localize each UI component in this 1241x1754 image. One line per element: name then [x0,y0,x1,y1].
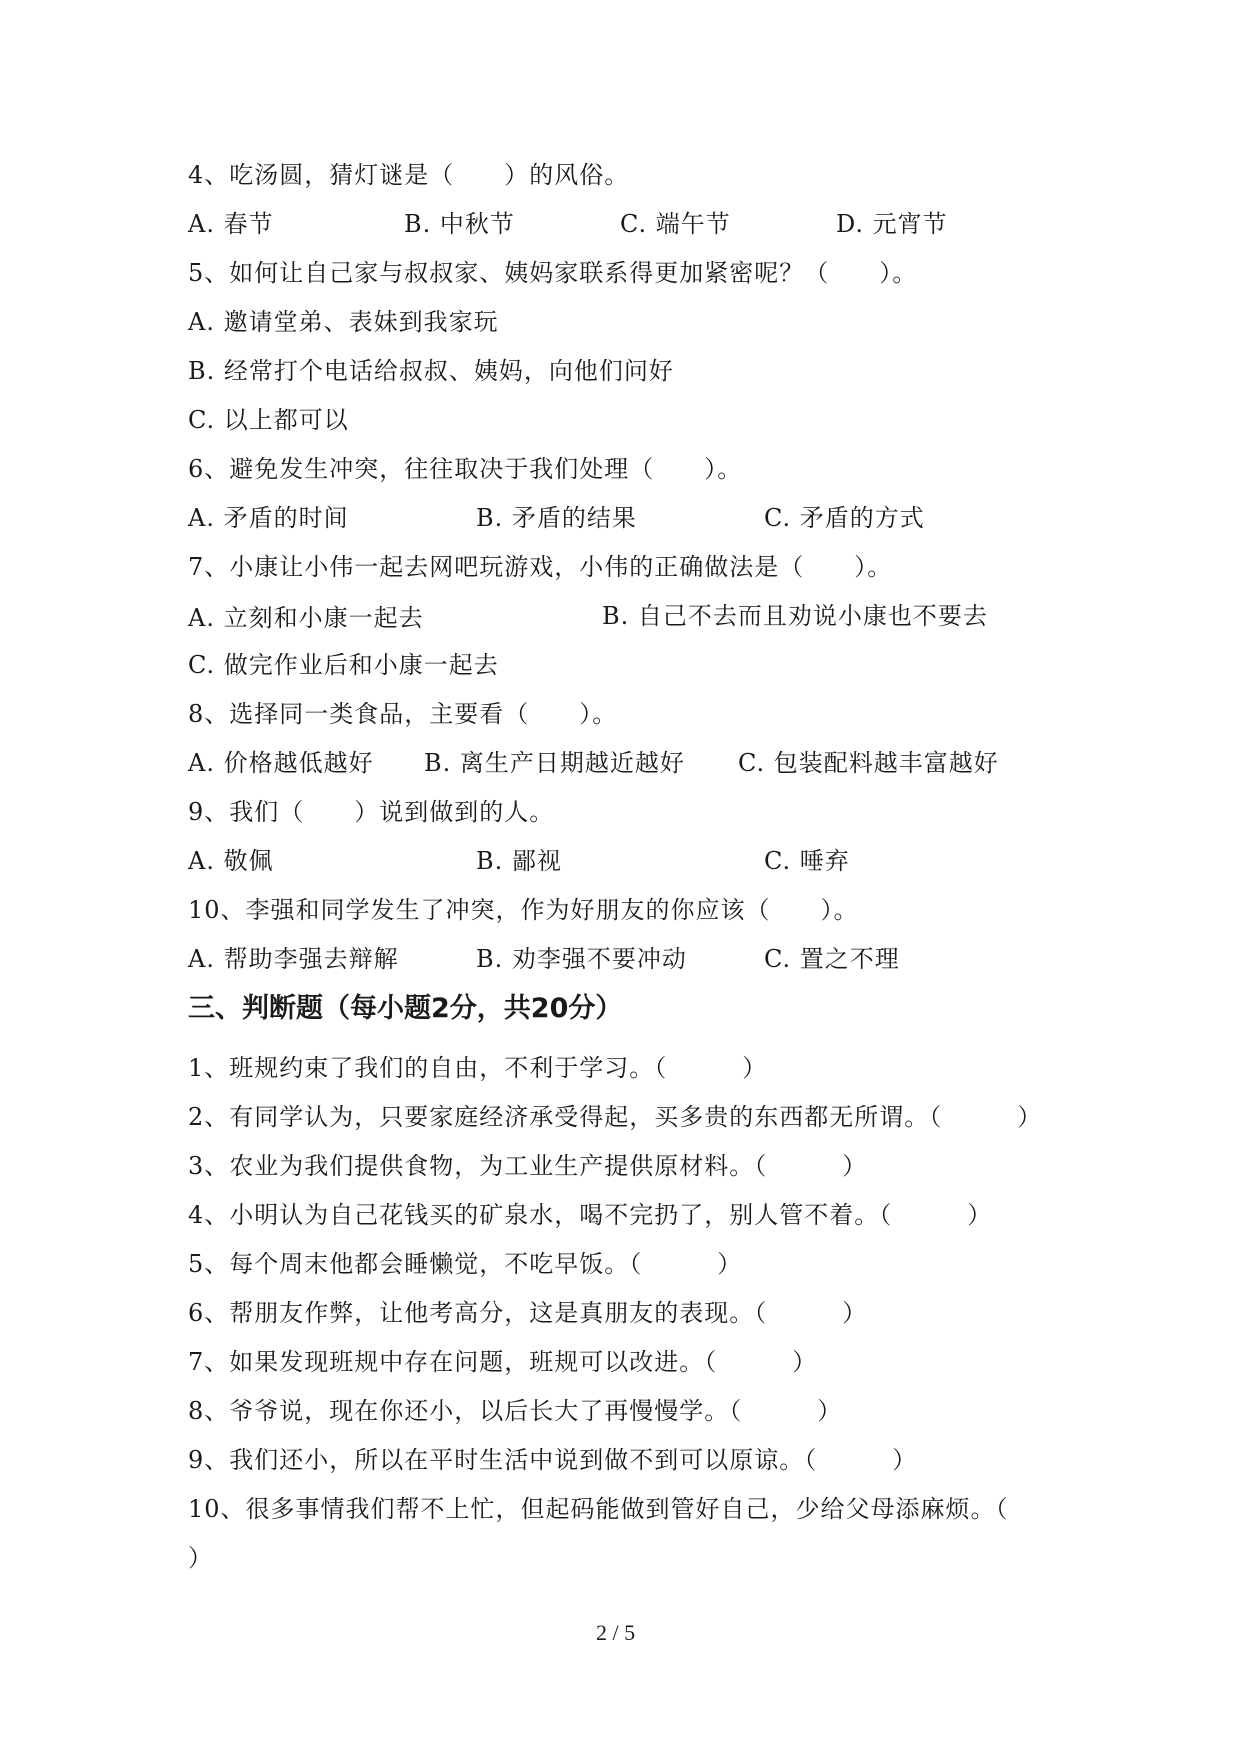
question-10-option-b: B. 劝李强不要冲动 [476,945,687,973]
question-6-stem: 6、避免发生冲突，往往取决于我们处理（ ）。 [188,455,743,483]
question-7-option-b: B. 自己不去而且劝说小康也不要去 [602,602,988,630]
question-8-stem: 8、选择同一类食品，主要看（ ）。 [188,700,618,728]
section-3-heading: 三、判断题（每小题2分，共20分） [188,993,623,1024]
question-9-stem: 9、我们（ ）说到做到的人。 [188,798,555,826]
judgement-item-10: 10、很多事情我们帮不上忙，但起码能做到管好自己，少给父母添麻烦。（ [188,1495,1009,1523]
question-8-option-b: B. 离生产日期越近越好 [424,749,685,777]
judgement-item-3: 3、农业为我们提供食物，为工业生产提供原材料。（ ） [188,1152,868,1180]
question-10-option-a: A. 帮助李强去辩解 [188,945,399,973]
judgement-item-6: 6、帮朋友作弊，让他考高分，这是真朋友的表现。（ ） [188,1299,868,1327]
question-5-option-c: C. 以上都可以 [188,406,349,434]
question-5-option-b: B. 经常打个电话给叔叔、姨妈，向他们问好 [188,357,674,385]
judgement-item-7: 7、如果发现班规中存在问题，班规可以改进。（ ） [188,1348,818,1376]
judgement-item-2: 2、有同学认为，只要家庭经济承受得起，买多贵的东西都无所谓。（ ） [188,1103,1043,1131]
question-5-stem: 5、如何让自己家与叔叔家、姨妈家联系得更加紧密呢？（ ）。 [188,259,918,287]
question-7-stem: 7、小康让小伟一起去网吧玩游戏，小伟的正确做法是（ ）。 [188,553,893,581]
question-5-option-a: A. 邀请堂弟、表妹到我家玩 [188,308,499,336]
judgement-item-5: 5、每个周末他都会睡懒觉，不吃早饭。（ ） [188,1250,743,1278]
question-8-option-a: A. 价格越低越好 [188,749,374,777]
question-6-option-a: A. 矛盾的时间 [188,504,349,532]
question-4-stem: 4、吃汤圆，猜灯谜是（ ）的风俗。 [188,161,630,189]
question-9-option-b: B. 鄙视 [476,847,562,875]
judgement-item-9: 9、我们还小，所以在平时生活中说到做不到可以原谅。（ ） [188,1446,918,1474]
question-4-option-d: D. 元宵节 [836,210,948,238]
question-6-option-b: B. 矛盾的结果 [476,504,637,532]
judgement-item-4: 4、小明认为自己花钱买的矿泉水，喝不完扔了，别人管不着。（ ） [188,1201,993,1229]
question-10-stem: 10、李强和同学发生了冲突，作为好朋友的你应该（ ）。 [188,896,859,924]
page-number: 2 / 5 [596,1620,636,1645]
question-4-option-a: A. 春节 [188,210,274,238]
question-9-option-a: A. 敬佩 [188,847,274,875]
question-8-option-c: C. 包装配料越丰富越好 [738,749,999,777]
question-9-option-c: C. 唾弃 [764,847,850,875]
judgement-item-10-continuation: ） [188,1544,213,1572]
question-4-option-b: B. 中秋节 [404,210,515,238]
question-7-option-c: C. 做完作业后和小康一起去 [188,651,499,679]
judgement-item-8: 8、爷爷说，现在你还小，以后长大了再慢慢学。（ ） [188,1397,843,1425]
question-6-option-c: C. 矛盾的方式 [764,504,925,532]
question-10-option-c: C. 置之不理 [764,945,900,973]
question-4-option-c: C. 端午节 [620,210,731,238]
judgement-item-1: 1、班规约束了我们的自由，不利于学习。（ ） [188,1054,768,1082]
question-7-option-a: A. 立刻和小康一起去 [188,604,424,632]
